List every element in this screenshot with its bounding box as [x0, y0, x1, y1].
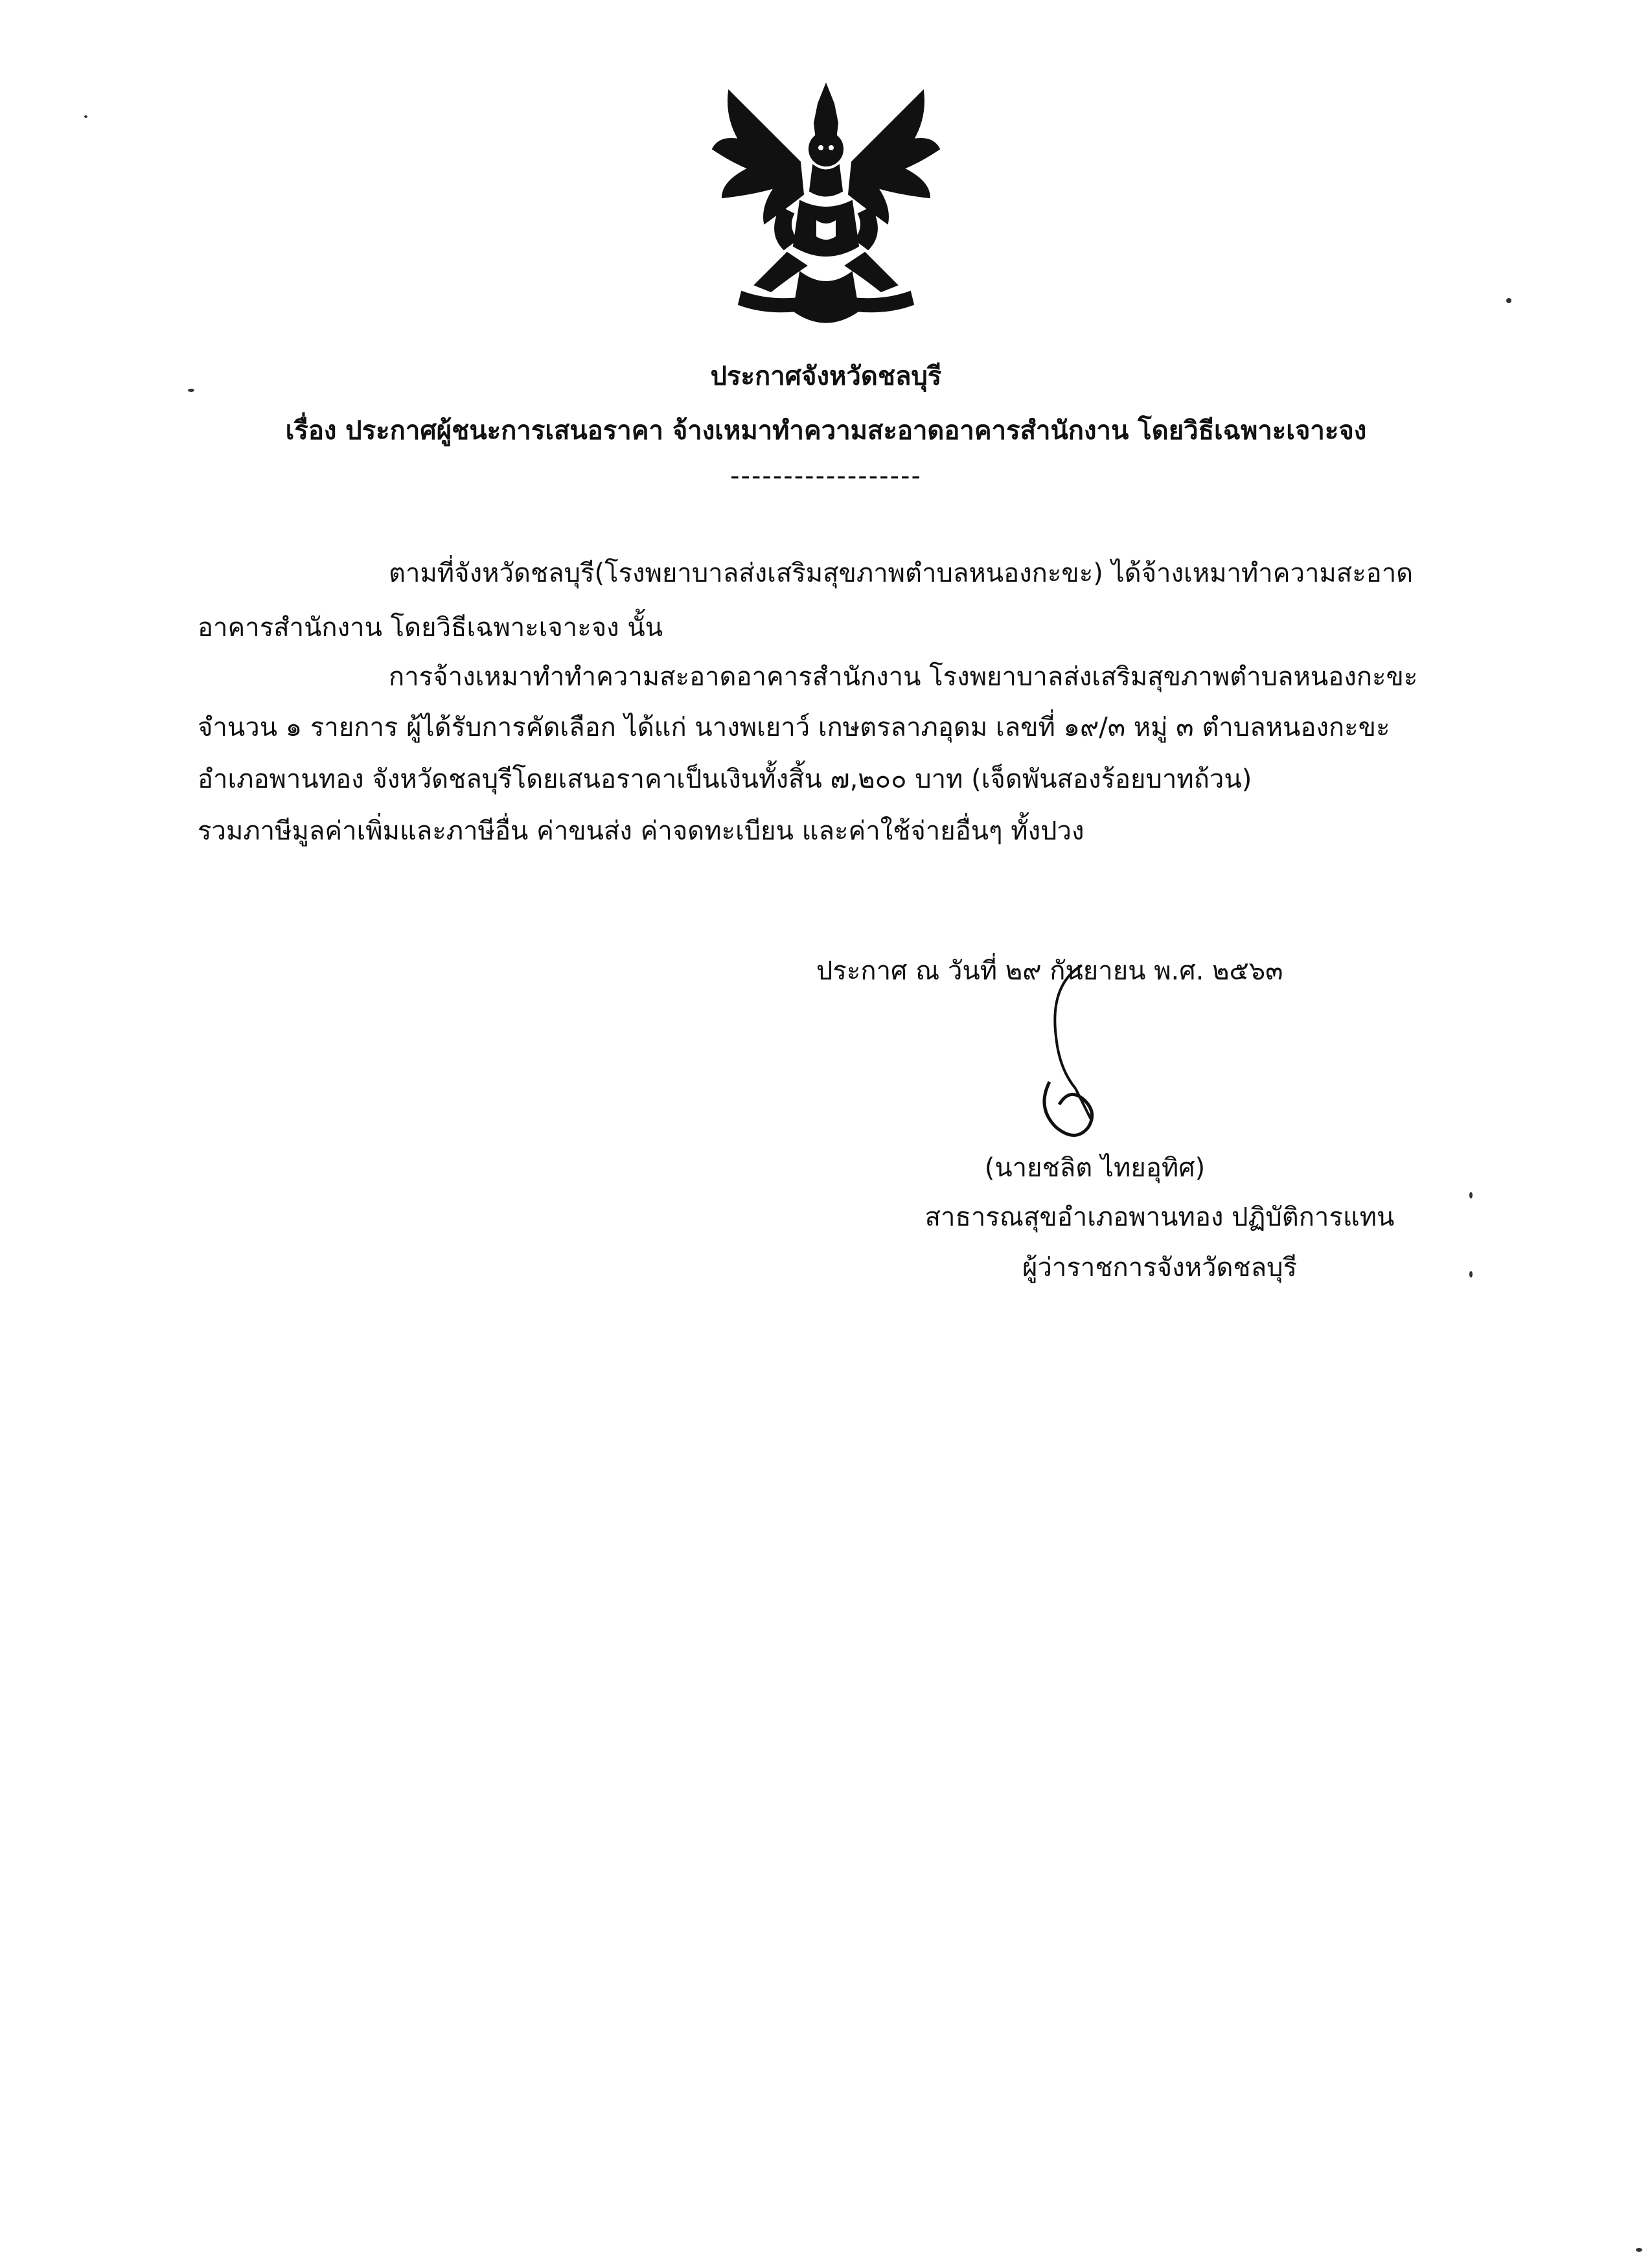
- paragraph1-line1: ตามที่จังหวัดชลบุรี(โรงพยาบาลส่งเสริมสุขภาพตำบลหนองกะขะ) ได้จ้างเหมาทำความสะอาด: [389, 558, 1414, 588]
- title-divider: ------------------: [730, 461, 922, 491]
- scan-speck: [188, 389, 194, 392]
- paragraph1-line2: อาคารสำนักงาน โดยวิธีเฉพาะเจาะจง นั้น: [198, 613, 663, 643]
- paragraph2-line1: การจ้างเหมาทำทำความสะอาดอาคารสำนักงาน โรงพยาบาลส่งเสริมสุขภาพตำบลหนองกะขะ: [389, 662, 1418, 692]
- scan-speck: [84, 115, 87, 118]
- paragraph2-line2: จำนวน ๑ รายการ ผู้ได้รับการคัดเลือก ได้แก่ นางพเยาว์ เกษตรลาภอุดม เลขที่ ๑๙/๓ หมู่ ๓ ตำบลหนองกะขะ: [198, 713, 1390, 742]
- signer-position-governor: ผู้ว่าราชการจังหวัดชลบุรี: [1022, 1253, 1297, 1283]
- paragraph2-line4: รวมภาษีมูลค่าเพิ่มและภาษีอื่น ค่าขนส่ง ค่าจดทะเบียน และค่าใช้จ่ายอื่นๆ ทั้งปวง: [198, 816, 1084, 846]
- scan-speck: [1469, 1192, 1473, 1198]
- scan-speck: [1469, 1271, 1473, 1277]
- document-subject: เรื่อง ประกาศผู้ชนะการเสนอราคา จ้างเหมาทำความสะอาดอาคารสำนักงาน โดยวิธีเฉพาะเจาะจง: [285, 416, 1367, 446]
- handwritten-signature-icon: [1011, 959, 1140, 1153]
- garuda-emblem-icon: [703, 78, 949, 337]
- announcement-date: ประกาศ ณ วันที่ ๒๙ กันยายน พ.ศ. ๒๕๖๓: [816, 956, 1283, 986]
- scan-speck: [1636, 2248, 1642, 2252]
- signer-name: (นายชลิต ไทยอุทิศ): [984, 1153, 1206, 1183]
- paragraph2-line3: อำเภอพานทอง จังหวัดชลบุรีโดยเสนอราคาเป็นเงินทั้งสิ้น ๗,๒๐๐ บาท (เจ็ดพันสองร้อยบาทถ้วน): [198, 764, 1252, 794]
- scan-speck: [1506, 298, 1511, 303]
- document-title: ประกาศจังหวัดชลบุรี: [710, 361, 942, 391]
- signer-position: สาธารณสุขอำเภอพานทอง ปฏิบัติการแทน: [924, 1202, 1395, 1232]
